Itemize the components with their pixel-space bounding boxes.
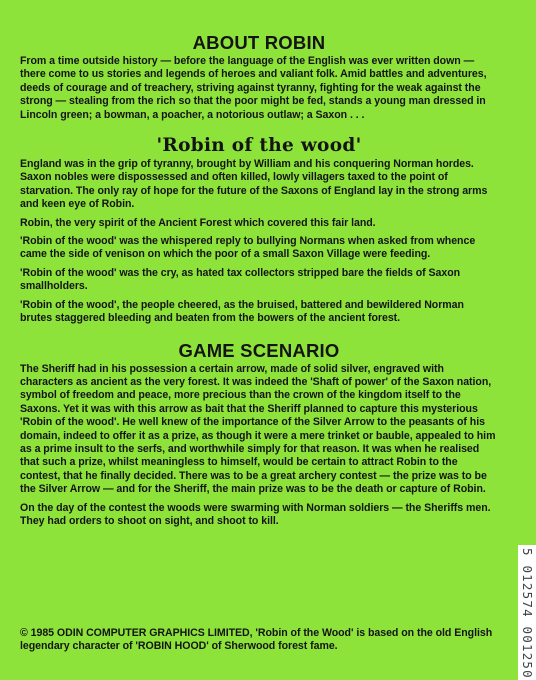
about-robin-heading: ABOUT ROBIN <box>192 32 326 53</box>
robin-of-the-wood-heading: 'Robin of the wood' <box>156 135 362 157</box>
about-robin-section <box>20 32 498 122</box>
robin-of-the-wood-section <box>20 135 498 325</box>
wood-paragraph-1: England was in the grip of tyranny, brought by William and his conquering Norman hordes. Saxon nobles were dispossessed and often killed, lowly villagers taxed to the point of starvation. The only ray of hope for the future of the Saxons of England lay in the strong arms and keen eye of Robin. <box>20 158 488 211</box>
about-robin-paragraph-1: From a time outside history — before the language of the English was ever written down — there come to us stories and legends of heroes and valiant folk. Amid battles and adventures, deeds of courage and of treachery, striving against tyranny, fighting for the weak against the strong — stealing from the rich so that the poor might be fed, stands a young man dressed in Lincoln green; a bowman, a poacher, a notorious outlaw; a Saxon . . . <box>20 55 487 121</box>
wood-paragraph-4: 'Robin of the wood' was the cry, as hated tax collectors stripped bare the fields of Saxon smallholders. <box>20 266 461 293</box>
game-scenario-heading: GAME SCENARIO <box>178 339 340 361</box>
inlay-text-column <box>20 32 498 528</box>
scenario-paragraph-2: On the day of the contest the woods were swarming with Norman soldiers — the Sheriffs men. They had orders to shoot on sight, and shoot to kill. <box>20 501 491 527</box>
wood-paragraph-2: Robin, the very spirit of the Ancient Forest which covered this fair land. <box>20 216 376 229</box>
copyright-text: © 1985 ODIN COMPUTER GRAPHICS LIMITED, 'Robin of the Wood' is based on the old English legendary character of 'ROBIN HOOD' of Sherwood forest fame. <box>20 627 493 653</box>
wood-paragraph-3: 'Robin of the wood' was the whispered reply to bullying Normans when asked from whence came the side of venison on which the poor of a small Saxon Village were feeding. <box>20 235 476 261</box>
scenario-paragraph-1: The Sheriff had in his possession a certain arrow, made of solid silver, engraved with characters as ancient as the very forest. It was indeed the 'Shaft of power' of the Saxon nation, symbol of freedom and peace, more precious than the crown of the kingdom itself to the Saxons. Yet it was with this arrow as bait that the Sheriff planned to capture this mysterious 'Robin of the wood'. He well knew of the importance of the Silver Arrow to the peasants of his domain, indeed to offer it as a prize, as though it were a mere trinket or bauble, appealed to him as a prime insult to the serfs, and worthwhile simply for that reason. It was when he realised that such a prize, whilst meaningless to himself, would be certain to attract Robin to the contest, that he finally decided. There was to be a great archery contest — the prize was to be the Silver Arrow — and for the Sheriff, the main prize was to be the death or capture of Robin. <box>20 362 496 496</box>
wood-paragraph-5: 'Robin of the wood', the people cheered, as the bruised, battered and bewildered Norman brutes staggered bleeding and beaten from the bowers of the ancient forest. <box>20 298 464 325</box>
barcode-digits: 5 012574 001250 <box>520 548 535 679</box>
copyright-notice <box>20 627 500 654</box>
game-scenario-section <box>20 340 498 529</box>
